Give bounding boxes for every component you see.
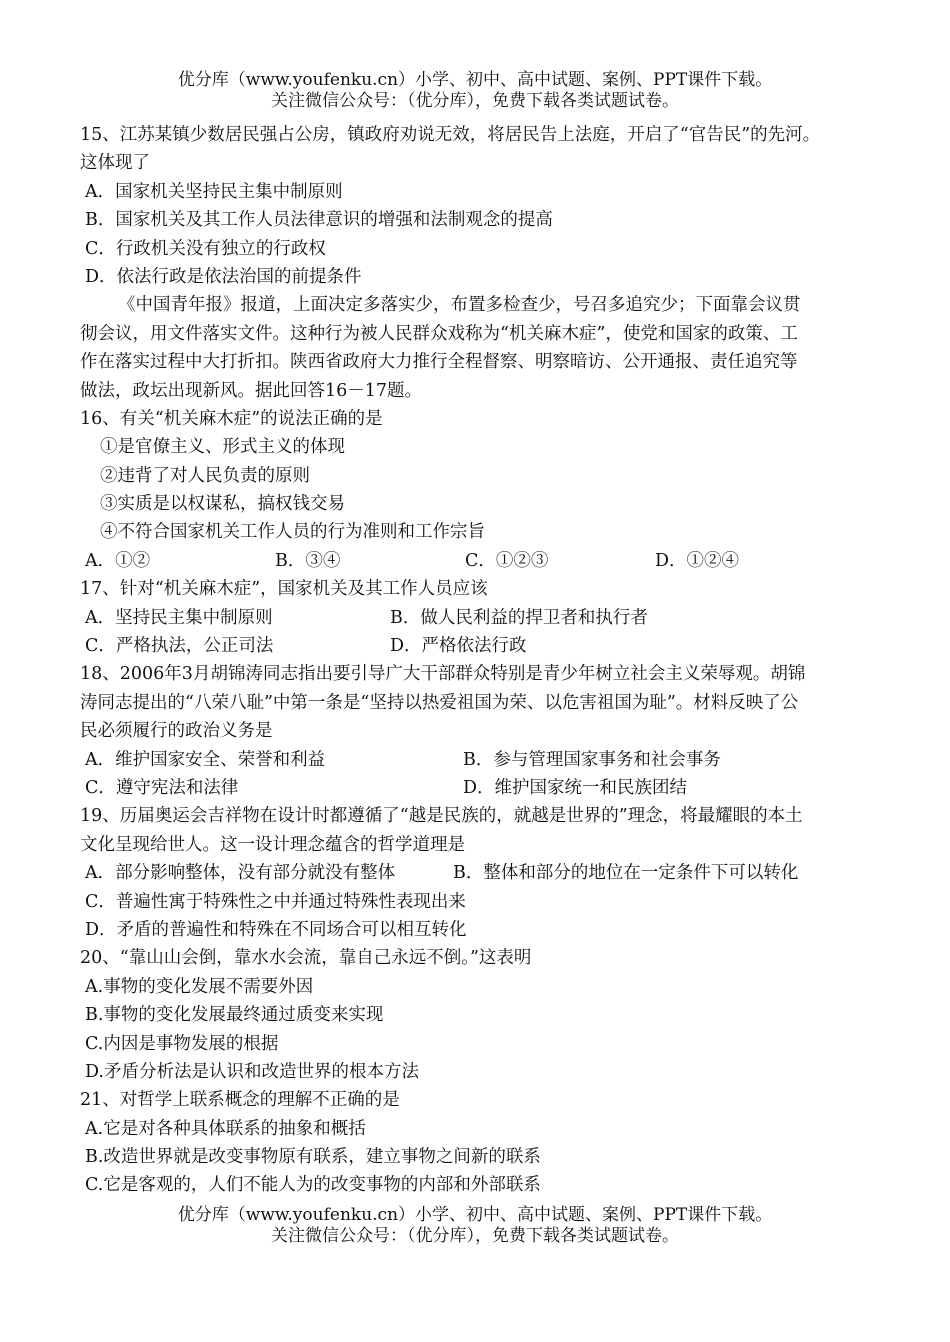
option-d: D．依法行政是依法治国的前提条件 — [85, 266, 362, 287]
footer-line-2: 关注微信公众号：（优分库），免费下载各类试题试卷。 — [271, 1226, 679, 1246]
question-19 — [80, 802, 880, 944]
question-stem: 民必须履行的政治义务是 — [80, 721, 273, 742]
question-stem: 15、江苏某镇少数居民强占公房，镇政府劝说无效，将居民告上法庭，开启了“官告民”的先河。 — [80, 125, 821, 145]
statement-2: ②违背了对人民负责的原则 — [100, 465, 310, 486]
option-c: C．①②③ — [465, 550, 549, 571]
question-20 — [80, 944, 880, 1086]
option-d: D．维护国家统一和民族团结 — [463, 777, 688, 798]
material-line: 彻会议，用文件落实文件。这种行为被人民群众戏称为“机关麻木症”，使党和国家的政策、工 — [80, 323, 798, 344]
footer-line-1: 优分库（www.youfenku.cn）小学、初中、高中试题、案例、PPT课件下载。 — [177, 1205, 773, 1225]
page-footer — [0, 1205, 950, 1247]
option-b: B．做人民利益的捍卫者和执行者 — [390, 607, 648, 628]
question-15 — [80, 121, 880, 291]
options-row — [80, 859, 880, 887]
option-d: D.矛盾分析法是认识和改造世界的根本方法 — [85, 1061, 419, 1082]
question-stem: 17、针对“机关麻木症”，国家机关及其工作人员应该 — [80, 579, 488, 600]
question-stem: 16、有关“机关麻木症”的说法正确的是 — [80, 408, 383, 429]
option-d: D．①②④ — [655, 550, 740, 571]
question-stem: 18、2006年3月胡锦涛同志指出要引导广大干部群众特别是青少年树立社会主义荣辱观。胡锦 — [80, 664, 806, 685]
option-a: A．部分影响整体，没有部分就没有整体 — [85, 863, 396, 884]
material-line: 作在落实过程中大打折扣。陕西省政府大力推行全程督察、明察暗访、公开通报、责任追究等 — [80, 352, 798, 373]
material-line: 做法，政坛出现新风。据此回答16－17题。 — [80, 380, 423, 401]
option-b: B．整体和部分的地位在一定条件下可以转化 — [453, 863, 799, 884]
question-stem: 文化呈现给世人。这一设计理念蕴含的哲学道理是 — [80, 834, 465, 855]
option-a: A．维护国家安全、荣誉和利益 — [85, 749, 326, 770]
option-b: B.改造世界就是改变事物原有联系，建立事物之间新的联系 — [85, 1147, 541, 1168]
exam-content — [80, 121, 880, 1200]
option-b: B．③④ — [275, 550, 341, 571]
option-b: B.事物的变化发展最终通过质变来实现 — [85, 1005, 384, 1026]
option-a: A.事物的变化发展不需要外因 — [85, 976, 314, 997]
option-a: A．①② — [85, 550, 151, 571]
options-row — [80, 632, 880, 660]
option-a: A．坚持民主集中制原则 — [85, 607, 273, 628]
options-row — [80, 604, 880, 632]
option-a: A．国家机关坚持民主集中制原则 — [85, 181, 343, 202]
question-stem: 21、对哲学上联系概念的理解不正确的是 — [80, 1090, 400, 1111]
material-line: 《中国青年报》报道，上面决定多落实少，布置多检查少，号召多追究少；下面靠会议贯 — [118, 295, 801, 316]
option-c: C．遵守宪法和法律 — [85, 777, 239, 798]
option-c: C.它是客观的，人们不能人为的改变事物的内部和外部联系 — [85, 1175, 541, 1196]
question-16 — [80, 405, 880, 575]
statement-1: ①是官僚主义、形式主义的体现 — [100, 437, 345, 458]
option-a: A.它是对各种具体联系的抽象和概括 — [85, 1118, 366, 1139]
options-row — [80, 547, 880, 575]
option-b: B．国家机关及其工作人员法律意识的增强和法制观念的提高 — [85, 210, 553, 231]
statement-3: ③实质是以权谋私，搞权钱交易 — [100, 494, 345, 515]
question-stem: 涛同志提出的“八荣八耻”中第一条是“坚持以热爱祖国为荣、以危害祖国为耻”。材料反映了公 — [80, 692, 799, 713]
question-18 — [80, 660, 880, 802]
option-c: C．严格执法，公正司法 — [85, 636, 274, 657]
options-row — [80, 774, 880, 802]
option-d: D．矛盾的普遍性和特殊在不同场合可以相互转化 — [85, 919, 467, 940]
question-stem: 这体现了 — [80, 153, 150, 174]
question-17 — [80, 575, 880, 660]
option-c: C.内因是事物发展的根据 — [85, 1033, 279, 1054]
reading-material — [80, 291, 880, 405]
header-line-2: 关注微信公众号：（优分库），免费下载各类试题试卷。 — [271, 91, 679, 111]
option-c: C．普遍性寓于特殊性之中并通过特殊性表现出来 — [85, 891, 466, 912]
option-d: D．严格依法行政 — [390, 636, 527, 657]
question-21 — [80, 1086, 880, 1200]
page-header — [0, 70, 950, 112]
question-stem: 19、历届奥运会吉祥物在设计时都遵循了“越是民族的，就越是世界的”理念，将最耀眼的本土 — [80, 806, 803, 827]
option-b: B．参与管理国家事务和社会事务 — [463, 749, 721, 770]
question-stem: 20、“靠山山会倒，靠水水会流，靠自己永远不倒。”这表明 — [80, 948, 532, 969]
statement-4: ④不符合国家机关工作人员的行为准则和工作宗旨 — [100, 522, 485, 543]
option-c: C．行政机关没有独立的行政权 — [85, 238, 326, 259]
header-line-1: 优分库（www.youfenku.cn）小学、初中、高中试题、案例、PPT课件下载。 — [177, 70, 773, 90]
options-row — [80, 746, 880, 774]
